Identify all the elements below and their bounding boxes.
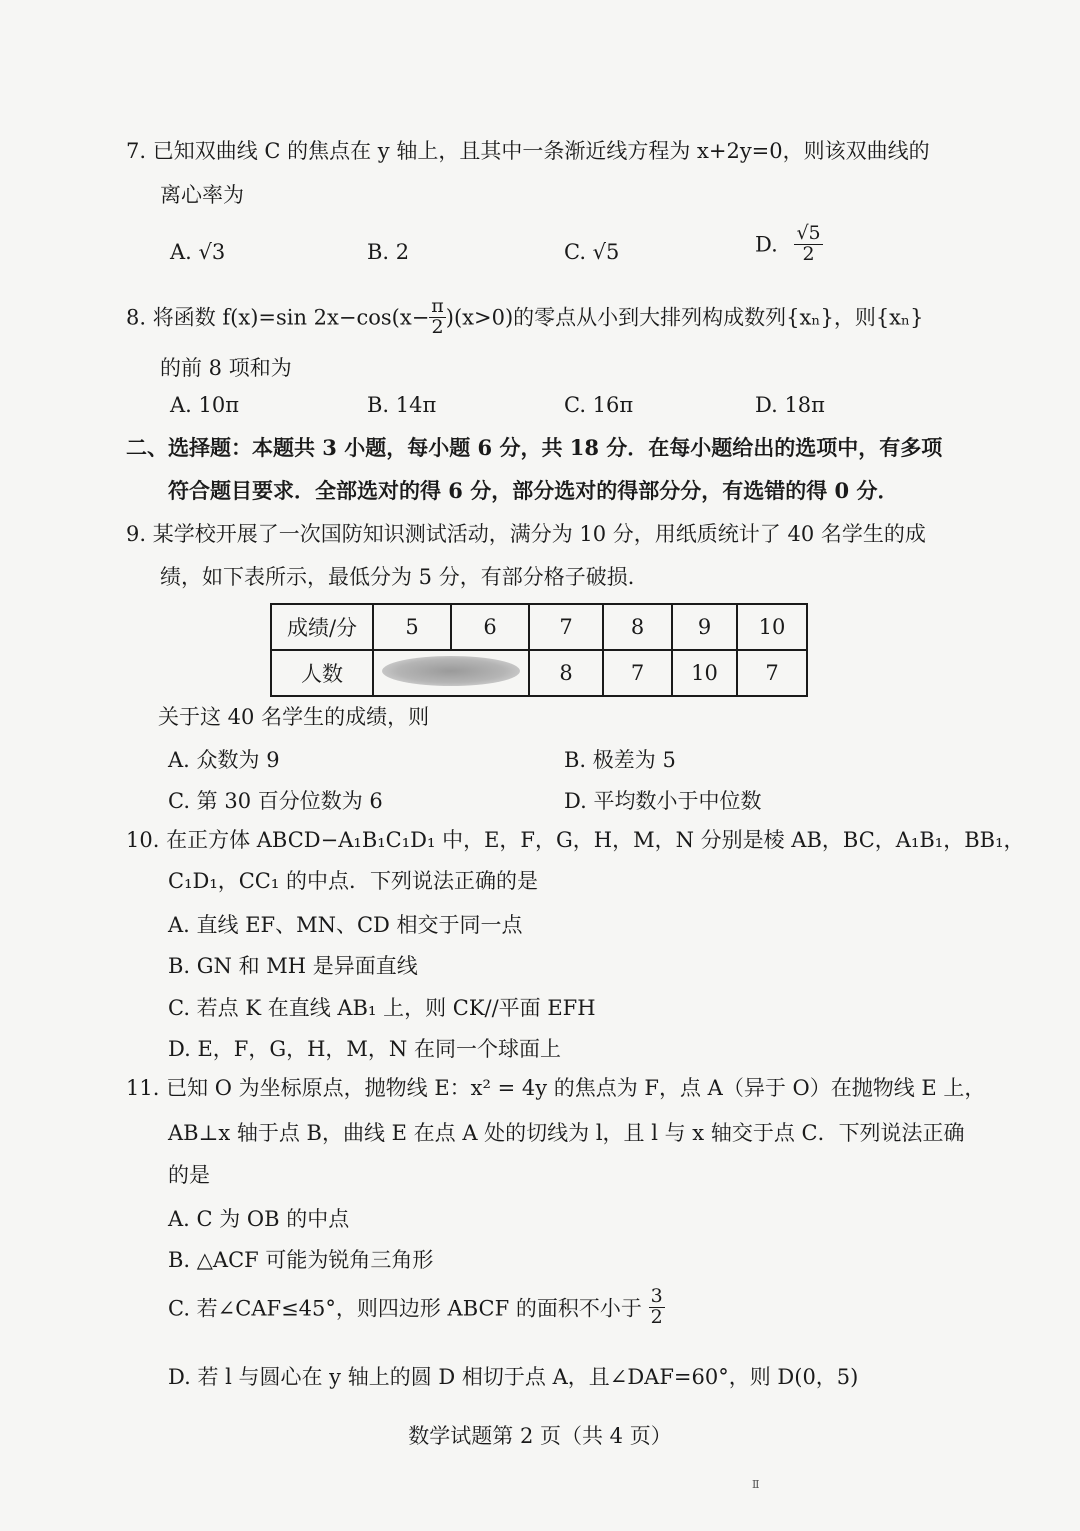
corner-mark: Ⅱ [752, 1478, 760, 1491]
q8-stem-pre: 8. 将函数 f(x)=sin 2x−cos(x− [126, 305, 430, 330]
q9-table-score-7: 7 [529, 604, 603, 650]
q7-option-d-numerator: √5 [796, 222, 821, 244]
q7-stem-line1: 7. 已知双曲线 C 的焦点在 y 轴上，且其中一条渐近线方程为 x+2y=0，则该双曲线的 [126, 139, 930, 163]
q7-option-b: B. 2 [367, 240, 410, 264]
q9-table-score-6: 6 [451, 604, 529, 650]
q8-option-a: A. 10π [170, 393, 240, 417]
q9-table-score-9: 9 [672, 604, 737, 650]
q10-option-c: C. 若点 K 在直线 AB₁ 上，则 CK//平面 EFH [168, 996, 596, 1020]
q9-score-table [270, 603, 808, 697]
q8-option-c: C. 16π [564, 393, 634, 417]
q10-option-b: B. GN 和 MH 是异面直线 [168, 954, 418, 978]
q11-option-c-numerator: 3 [650, 1285, 663, 1307]
q11-option-a: A. C 为 OB 的中点 [168, 1207, 350, 1231]
q9-table-count-8: 7 [603, 650, 672, 696]
q9-option-a: A. 众数为 9 [168, 748, 280, 772]
q9-table-header-label: 成绩/分 [271, 604, 373, 650]
q9-table-count-9: 10 [672, 650, 737, 696]
q9-stem-line1: 9. 某学校开展了一次国防知识测试活动，满分为 10 分，用纸质统计了 40 名学生的成 [126, 522, 926, 546]
q7-option-d-label: D. [755, 232, 778, 257]
q10-option-a: A. 直线 EF、MN、CD 相交于同一点 [168, 913, 523, 937]
q11-option-c-text: C. 若∠CAF≤45°，则四边形 ABCF 的面积不小于 [168, 1296, 642, 1321]
q9-table-damaged-cell [373, 650, 529, 696]
q8-option-b: B. 14π [367, 393, 437, 417]
q11-stem-line3: 的是 [168, 1163, 210, 1187]
q9-stem-line2: 绩，如下表所示，最低分为 5 分，有部分格子破损． [160, 565, 649, 589]
q8-pi-fraction [429, 297, 446, 338]
q7-option-a: A. √3 [170, 240, 226, 264]
q8-stem-line1 [126, 297, 923, 338]
q11-option-c [168, 1287, 665, 1328]
q7-option-d-fraction [794, 224, 822, 265]
q8-stem-post: )(x>0)的零点从小到大排列构成数列{xₙ}，则{xₙ} [445, 305, 924, 330]
q9-question: 关于这 40 名学生的成绩，则 [158, 705, 430, 729]
q7-option-c: C. √5 [564, 240, 620, 264]
q10-option-d: D. E，F，G，H，M，N 在同一个球面上 [168, 1037, 561, 1061]
q7-option-d [755, 224, 823, 265]
q9-option-b: B. 极差为 5 [564, 748, 676, 772]
q9-table-count-7: 8 [529, 650, 603, 696]
q8-option-d: D. 18π [755, 393, 825, 417]
q11-stem-line1: 11. 已知 O 为坐标原点，抛物线 E：x² = 4y 的焦点为 F，点 A（异于 O）在抛物线 E 上， [126, 1076, 986, 1100]
q9-table-count-10: 7 [737, 650, 807, 696]
section2-heading-line2: 符合题目要求．全部选对的得 6 分，部分选对的得部分分，有选错的得 0 分． [168, 478, 899, 503]
q9-option-d: D. 平均数小于中位数 [564, 789, 762, 813]
q9-table-score-8: 8 [603, 604, 672, 650]
q9-option-c: C. 第 30 百分位数为 6 [168, 789, 383, 813]
q9-table-count-row [271, 650, 807, 696]
q7-stem-line2: 离心率为 [160, 183, 244, 207]
q9-table-header-row [271, 604, 807, 650]
q11-option-b: B. △ACF 可能为锐角三角形 [168, 1248, 434, 1272]
q10-stem-line2: C₁D₁，CC₁ 的中点．下列说法正确的是 [168, 869, 538, 893]
section2-heading-line1: 二、选择题：本题共 3 小题，每小题 6 分，共 18 分．在每小题给出的选项中，有多项 [126, 435, 943, 460]
q9-table-score-5: 5 [373, 604, 451, 650]
q8-pi-numerator: π [431, 295, 444, 317]
page-footer: 数学试题第 2 页（共 4 页） [408, 1424, 672, 1448]
q11-option-c-fraction [649, 1287, 665, 1328]
q10-stem-line1: 10. 在正方体 ABCD−A₁B₁C₁D₁ 中，E，F，G，H，M，N 分别是棱 AB，BC，A₁B₁，BB₁， [126, 828, 1025, 852]
q9-table-row-label: 人数 [271, 650, 373, 696]
q7-option-d-denominator: 2 [802, 242, 815, 265]
damaged-smudge [382, 656, 520, 686]
q8-stem-line2: 的前 8 项和为 [160, 356, 292, 380]
q11-option-d: D. 若 l 与圆心在 y 轴上的圆 D 相切于点 A，且∠DAF=60°，则 D(0，5) [168, 1365, 859, 1389]
q9-table-score-10: 10 [737, 604, 807, 650]
q11-option-c-denominator: 2 [650, 1305, 663, 1328]
q8-pi-denominator: 2 [431, 315, 444, 338]
q11-stem-line2: AB⊥x 轴于点 B，曲线 E 在点 A 处的切线为 l，且 l 与 x 轴交于点 C．下列说法正确 [168, 1121, 965, 1145]
